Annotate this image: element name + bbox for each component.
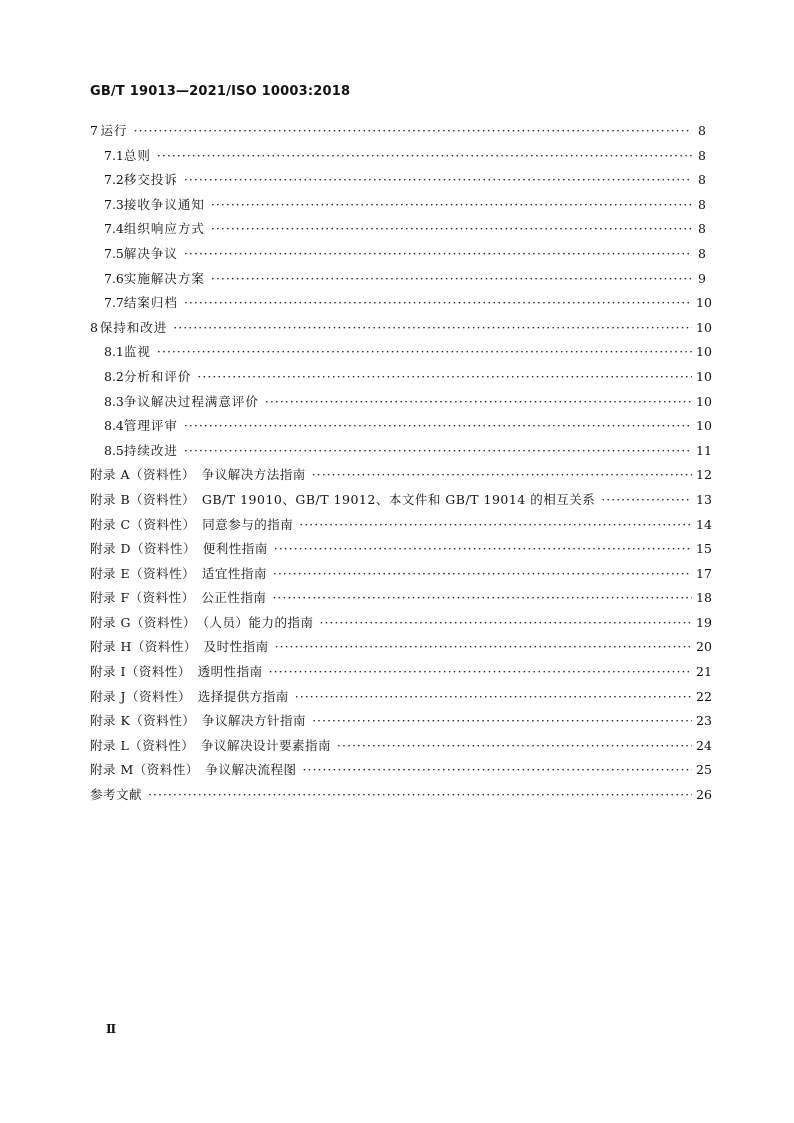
- toc-entry-page: 18: [696, 590, 712, 606]
- toc-entry-number: 7.2: [104, 172, 124, 188]
- toc-entry[interactable]: [90, 685, 712, 710]
- toc-entry[interactable]: [90, 316, 712, 341]
- toc-entry-number: 7.4: [104, 221, 124, 237]
- toc-entry[interactable]: [90, 586, 712, 611]
- toc-dot-leader: [184, 414, 692, 439]
- toc-entry-number: 8: [90, 319, 98, 335]
- toc-entry-title: 持续改进: [123, 442, 178, 458]
- toc-dot-leader: [184, 168, 692, 193]
- toc-entry-title: 附录 D（资料性） 便利性指南: [90, 541, 268, 557]
- toc-dot-leader: [272, 586, 692, 611]
- toc-entry[interactable]: [90, 709, 712, 734]
- toc-entry[interactable]: [90, 390, 712, 415]
- toc-dot-leader: [312, 463, 692, 488]
- toc-entry-number: 8.3: [104, 393, 124, 409]
- toc-entry-title: 附录 F（资料性） 公正性指南: [90, 590, 267, 606]
- page-number: Ⅱ: [106, 1022, 117, 1036]
- toc-entry-title: 结案归档: [123, 295, 178, 311]
- toc-entry-title: 保持和改进: [99, 319, 168, 335]
- toc-dot-leader: [312, 709, 692, 734]
- toc-dot-leader: [173, 316, 692, 341]
- toc-entry-page: 10: [696, 319, 712, 335]
- toc-dot-leader: [299, 513, 692, 538]
- toc-dot-leader: [184, 242, 692, 267]
- toc-entry-page: 20: [696, 639, 712, 655]
- toc-entry-title: 争议解决过程满意评价: [123, 393, 259, 409]
- toc-entry[interactable]: [90, 513, 712, 538]
- toc-dot-leader: [337, 734, 692, 759]
- toc-entry[interactable]: [90, 488, 712, 513]
- toc-dot-leader: [134, 119, 692, 144]
- toc-entry-title: 组织响应方式: [123, 221, 205, 237]
- toc-entry-page: 10: [696, 344, 712, 360]
- toc-entry-page: 10: [696, 418, 712, 434]
- toc-entry-page: 10: [696, 295, 712, 311]
- toc-entry-title: 附录 A（资料性） 争议解决方法指南: [90, 467, 306, 483]
- document-header: GB/T 19013—2021/ISO 10003:2018: [90, 84, 351, 99]
- toc-entry-page: 26: [696, 787, 712, 803]
- toc-dot-leader: [269, 660, 692, 685]
- toc-entry[interactable]: [90, 783, 712, 808]
- toc-entry-number: 8.2: [104, 368, 124, 384]
- toc-entry-number: 7: [90, 123, 98, 138]
- toc-dot-leader: [295, 685, 692, 710]
- toc-entry-page: 15: [696, 541, 712, 557]
- toc-entry-page: 8: [698, 147, 706, 163]
- toc-entry-title: 附录 B（资料性） GB/T 19010、GB/T 19012、本文件和 GB/T 19014 的相互关系: [90, 491, 596, 507]
- toc-dot-leader: [157, 340, 692, 365]
- toc-entry-page: 8: [698, 172, 706, 188]
- toc-dot-leader: [274, 537, 692, 562]
- toc-entry[interactable]: [90, 758, 712, 783]
- toc-entry[interactable]: [90, 439, 712, 464]
- toc-entry-title: 附录 G（资料性） （人员）能力的指南: [90, 614, 314, 630]
- toc-entry-page: 8: [698, 123, 706, 138]
- toc-entry-title: 附录 E（资料性） 适宜性指南: [90, 565, 267, 581]
- toc-entry[interactable]: [90, 611, 712, 636]
- toc-entry-page: 9: [698, 270, 706, 286]
- toc-entry[interactable]: [90, 537, 712, 562]
- toc-entry[interactable]: [90, 562, 712, 587]
- toc-entry-title: 分析和评价: [123, 368, 192, 384]
- toc-entry-title: 附录 M（资料性） 争议解决流程图: [90, 762, 297, 778]
- toc-entry-title: 参考文献: [90, 787, 143, 803]
- toc-entry-title: 解决争议: [123, 245, 178, 261]
- toc-entry-title: 附录 L（资料性） 争议解决设计要素指南: [90, 737, 332, 753]
- toc-entry[interactable]: [90, 635, 712, 660]
- toc-entry[interactable]: [90, 267, 706, 292]
- toc-entry-title: 附录 I（资料性） 透明性指南: [90, 664, 263, 680]
- toc-entry[interactable]: [90, 660, 712, 685]
- toc-entry-page: 8: [698, 196, 706, 212]
- toc-entry[interactable]: [90, 340, 712, 365]
- toc-dot-leader: [303, 758, 692, 783]
- toc-dot-leader: [319, 611, 692, 636]
- toc-entry-page: 14: [696, 516, 712, 532]
- toc-entry-page: 25: [696, 762, 712, 778]
- toc-entry-number: 7.1: [104, 147, 124, 163]
- toc-entry-page: 8: [698, 245, 706, 261]
- toc-entry[interactable]: [90, 119, 706, 144]
- toc-dot-leader: [273, 562, 692, 587]
- toc-dot-leader: [197, 365, 692, 390]
- table-of-contents: [90, 119, 712, 808]
- toc-entry[interactable]: [90, 168, 706, 193]
- toc-entry-title: 附录 H（资料性） 及时性指南: [90, 639, 269, 655]
- toc-dot-leader: [211, 217, 692, 242]
- toc-entry-page: 10: [696, 393, 712, 409]
- toc-entry[interactable]: [90, 144, 706, 169]
- toc-entry-page: 22: [696, 688, 712, 704]
- toc-entry[interactable]: [90, 365, 712, 390]
- toc-dot-leader: [148, 783, 692, 808]
- toc-entry[interactable]: [90, 193, 706, 218]
- toc-entry-number: 7.3: [104, 196, 124, 212]
- toc-entry-number: 7.5: [104, 245, 124, 261]
- toc-entry-title: 附录 C（资料性） 同意参与的指南: [90, 516, 294, 532]
- toc-entry-title: 附录 K（资料性） 争议解决方针指南: [90, 713, 307, 729]
- toc-entry[interactable]: [90, 463, 712, 488]
- toc-entry-page: 23: [696, 713, 712, 729]
- toc-dot-leader: [184, 291, 692, 316]
- toc-entry-page: 19: [696, 614, 712, 630]
- toc-dot-leader: [275, 635, 692, 660]
- toc-entry-number: 8.1: [104, 344, 124, 360]
- toc-dot-leader: [265, 390, 692, 415]
- toc-entry-title: 总则: [123, 147, 151, 163]
- toc-entry-page: 8: [698, 221, 706, 237]
- toc-entry-page: 24: [696, 737, 712, 753]
- toc-entry-page: 17: [696, 565, 712, 581]
- toc-entry-title: 监视: [123, 344, 151, 360]
- toc-entry[interactable]: [90, 242, 706, 267]
- toc-dot-leader: [157, 144, 692, 169]
- toc-entry-page: 12: [696, 467, 712, 483]
- toc-entry-title: 接收争议通知: [123, 196, 205, 212]
- toc-entry-number: 7.7: [104, 295, 124, 311]
- toc-entry-number: 7.6: [104, 270, 124, 286]
- toc-entry-number: 8.4: [104, 418, 124, 434]
- toc-entry[interactable]: [90, 217, 706, 242]
- toc-entry-title: 移交投诉: [123, 172, 178, 188]
- toc-dot-leader: [601, 488, 692, 513]
- toc-entry-page: 11: [696, 442, 712, 458]
- toc-entry[interactable]: [90, 734, 712, 759]
- toc-entry[interactable]: [90, 291, 712, 316]
- toc-entry-title: 实施解决方案: [123, 270, 205, 286]
- toc-entry-page: 10: [696, 368, 712, 384]
- toc-dot-leader: [211, 193, 692, 218]
- toc-entry-page: 21: [696, 664, 712, 680]
- toc-entry-number: 8.5: [104, 442, 124, 458]
- toc-entry-title: 管理评审: [123, 418, 178, 434]
- toc-entry-title: 运行: [100, 123, 128, 138]
- toc-entry-page: 13: [696, 491, 712, 507]
- toc-entry[interactable]: [90, 414, 712, 439]
- toc-dot-leader: [184, 439, 692, 464]
- toc-dot-leader: [211, 267, 692, 292]
- toc-entry-title: 附录 J（资料性） 选择提供方指南: [90, 688, 289, 704]
